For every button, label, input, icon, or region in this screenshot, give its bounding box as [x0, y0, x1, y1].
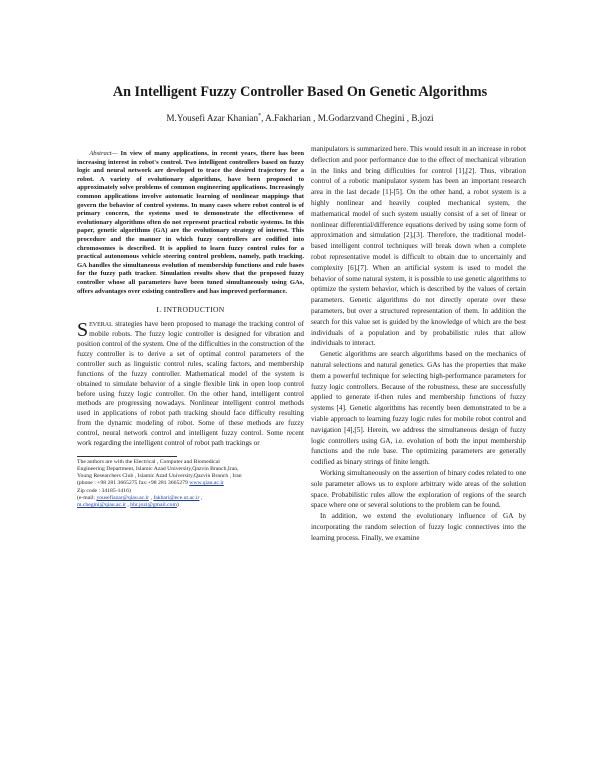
email-link[interactable]: bhr.jozi@gmail.com	[130, 502, 177, 509]
intro-text: strategies have been proposed to manage the tracking control of mobile robots. The fuzzy logic controller is designed for vibration and position control of the system. One of the difficulties in the construction of the fuzzy controller is to derive a set of optimal control parameters of the controller such as linguistic control rules, scaling factors, and membership functions of the fuzzy controller. Mathematical model of the system is obtained to simulate behavior of a single flexible link in open loop control before using fuzzy logic controller. On the other hand, intelligent control methods are progressing nowadays. Nonlinear intelligent control methods used in applications of robot path tracking should face difficulty resulting from the dynamic modeling of robot. Some of these methods are fuzzy control, neural network control and intelligent fuzzy control. Some recent work regarding the intelligent control of robot path trackings or	[77, 319, 304, 447]
body-paragraph: manipulators is summarized here. This would result in an increase in robot deflection and poor performance due to the effect of mechanical vibration in the links and bring difficulties for control [1],[2]. Thus, vibration control of a robotic manipulator system has been an important research area in the last decade [1]-[5]. On the other hand, a robot system is a highly nonlinear and heavily coupled mechanical system, the mathematical model of such system usually consist of a set of linear or nonlinear differential/difference equations derived by using some form of approximation and simulation [2],[3]. Therefore, the traditional model-based intelligent control techniques will break down when a complete robot representative model is difficult to obtain due to uncertainly and complexity [6],[7]. When an artificial system is used to model the behavior of some natural system, it is possible to use genetic algorithms to optimize the system behavior, which is described by the values of certain parameters. Genetic algorithms do not directly operate over these parameters, but over a structured representation of them. In addition the search for this value set is guided by the knowledge of which are the best individuals of a population and by probabilistic rules that allow individuals to interact.	[311, 145, 526, 348]
email-label: (e-mail:	[77, 495, 97, 502]
phone-fax-text: (phone : +98 281 3665275 fax:+98 281 3665279	[77, 480, 190, 487]
footnote-divider	[77, 456, 177, 457]
abstract-dash: —	[111, 150, 121, 157]
corresponding-author-marker: *	[258, 113, 262, 119]
footnote-line: The authors are with the Electrical , Computer and Biomedical	[77, 458, 220, 465]
body-paragraph: Working simultaneously on the assertion of binary codes related to one sole parameter allows us to explore arbitrary wide areas of the solution space. Probabilistic rules allow the exploration of regions of the search space where one or several solutions to the problem can be found.	[311, 468, 526, 510]
first-author: M.Yousefi Azar Khanian	[166, 113, 259, 124]
right-column	[311, 144, 526, 543]
intro-smallcaps: EVERAL	[89, 321, 113, 328]
drop-cap: S	[77, 318, 89, 341]
email-separator: ,	[125, 502, 131, 509]
email-separator: ,	[149, 495, 154, 502]
left-column	[77, 150, 304, 510]
footnote-line	[77, 495, 304, 502]
section-heading-introduction: I. INTRODUCTION	[156, 305, 225, 315]
footnote-line: Young Researchers Club , Islamic Azad University,Qazvin Branch , Iran	[77, 473, 242, 480]
email-link[interactable]: fakhari@ece.ut.ac.ir	[153, 495, 200, 502]
author-footnote	[77, 459, 304, 510]
email-separator: ,	[199, 495, 203, 502]
paper-title: An Intelligent Fuzzy Controller Based On Genetic Algorithms	[112, 84, 488, 100]
email-link[interactable]: yousefiazar@qiau.ac.ir	[96, 495, 150, 502]
abstract-label: Abstract	[89, 150, 112, 157]
email-close: )	[176, 502, 179, 509]
author-list	[0, 110, 600, 124]
body-paragraph: In addition, we extend the evolutionary influence of GA by incorporating the random selection of fuzzy logic connectives into the learning process. Finally, we examine	[311, 512, 526, 542]
footnote-line	[77, 480, 304, 487]
abstract-text: In view of many applications, in recent years, there has been increasing interest in robot's control. Two intelligent controllers based on fuzzy logic and neural network are developed to trace the desired trajectory for a robot. A variety of evolutionary algorithms, have been proposed to approximately solve problems of common engineering applications. Increasingly common applications involve automatic learning of nonlinear mappings that govern the behavior of control systems. In many cases where robot control is of primary concern, the systems used to demonstrate the effectiveness of evolutionary algorithms often do not represent practical robotic systems. In this paper, genetic algorithms (GA) are the evolutionary strategy of interest. This procedure and the manner in which fuzzy controllers are codified into chromosomes is described. It is applied to learn fuzzy control rules for a practical autonomous vehicle steering control problem, namely, path tracking. GA handles the simultaneous evolution of membership functions and rule bases for the fuzzy path tracker. Simulation results show that the proposed fuzzy controller whose all parameters have been tuned simultaneously using GAs, offers advantages over existing controllers and has improved performance.	[77, 150, 305, 295]
website-link[interactable]: www.qiau.ac.ir	[189, 480, 224, 487]
introduction-paragraph	[77, 320, 304, 449]
coauthors: , A.Fakharian , M.Godarzvand Chegini , B.jozi	[261, 113, 434, 124]
body-paragraph: Genetic algorithms are search algorithms based on the mechanics of natural selections and natural genetics. GAs has the properties that make them a powerful technique for selecting high-performance parameters for fuzzy logic controllers. Because of the robustness, these are successfully applied to generate if-then rules and membership functions of fuzzy systems [4]. Genetic algorithms has recently been demonstrated to be a viable approach to learning fuzzy logic rules for mobile robot control and navigation [4],[5]. Herein, we address the simultaneous design of fuzzy logic controllers using GA, i.e. evolution of both the input membership functions and the rule base. The optimizing parameters are generally codified as binary strings of finite length.	[311, 350, 526, 467]
email-link[interactable]: m.chegini@qiau.ac.ir	[77, 502, 126, 509]
footnote-line	[77, 502, 304, 509]
abstract	[77, 150, 304, 296]
footnote-line: Zip code : 34185-1416)	[77, 487, 131, 494]
footnote-line: Engineering Department, Islamic Azad University,Qazvin Branch,Iran,	[77, 465, 239, 472]
